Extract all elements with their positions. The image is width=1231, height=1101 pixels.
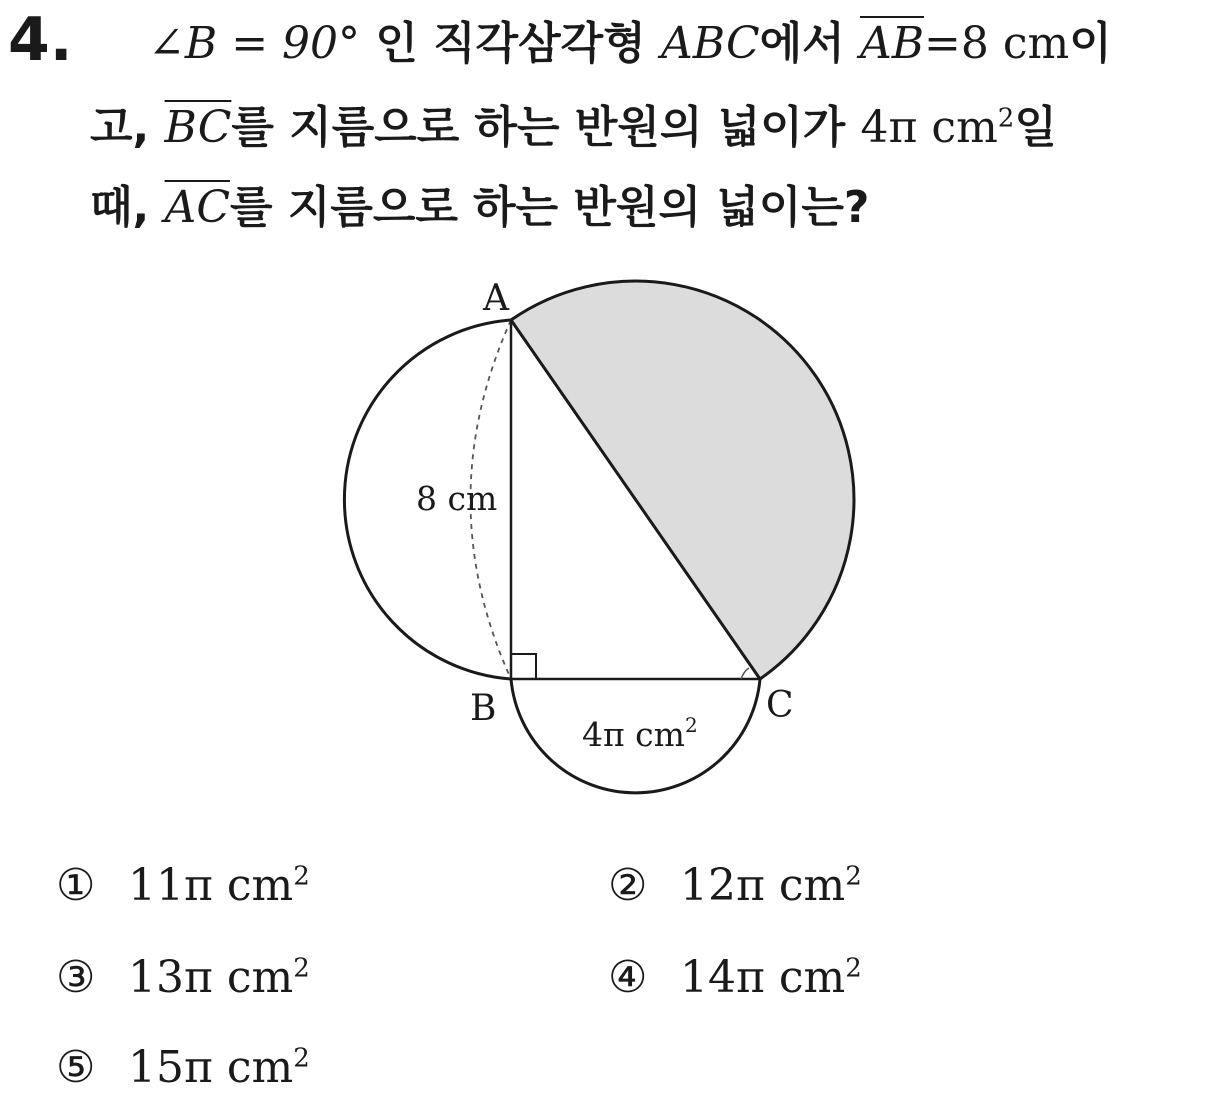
choice-value: 13π cm <box>128 952 294 1003</box>
choice-value: 11π cm <box>128 860 294 911</box>
choice-marker: ① <box>56 860 96 911</box>
choice-marker: ③ <box>56 952 96 1003</box>
question-text: 이 <box>1069 18 1112 69</box>
choice-value: 14π cm <box>680 952 846 1003</box>
question-text: 일 <box>1014 102 1057 153</box>
choice-marker: ② <box>608 860 648 911</box>
choice-4[interactable] <box>608 950 862 1006</box>
choice-value: 15π cm <box>128 1042 294 1093</box>
question-text: 고, <box>90 102 165 153</box>
question-text: 에서 <box>759 18 860 69</box>
segment-ab-length: =8 cm <box>924 18 1070 69</box>
problem-number: 4. <box>8 5 73 75</box>
choice-marker: ⑤ <box>56 1042 96 1093</box>
choice-exponent: 2 <box>293 1043 310 1074</box>
vertex-label-b: B <box>470 688 497 729</box>
question-text: 인 직각삼각형 <box>360 18 662 69</box>
semicircle-bc-area: 4π cm <box>860 102 998 153</box>
semicircle-ac <box>511 281 854 679</box>
segment-ab: $\overline{AB}$ <box>859 18 925 69</box>
question-text: 때, <box>90 182 165 233</box>
angle-marker-c <box>741 668 749 679</box>
choice-5[interactable] <box>56 1040 310 1096</box>
choice-exponent: 2 <box>293 861 310 892</box>
choice-2[interactable] <box>608 858 862 914</box>
vertex-label-c: C <box>766 685 794 726</box>
choice-exponent: 2 <box>845 861 862 892</box>
angle-condition: ∠B = 90° <box>148 18 361 69</box>
exponent: 2 <box>997 103 1015 134</box>
choice-marker: ④ <box>608 952 648 1003</box>
area-label-exponent: 2 <box>684 713 698 737</box>
segment-ac: $\overline{AC}$ <box>164 182 230 233</box>
question-text: 를 지름으로 하는 반원의 넓이는? <box>230 182 870 233</box>
area-label-bc <box>582 713 698 754</box>
choice-exponent: 2 <box>845 953 862 984</box>
length-label-ab: 8 cm <box>416 479 498 518</box>
triangle-name: ABC <box>661 18 760 69</box>
segment-bc: $\overline{BC}$ <box>164 102 232 153</box>
question-text: 를 지름으로 하는 반원의 넓이가 <box>231 102 861 153</box>
choice-3[interactable] <box>56 950 310 1006</box>
choice-value: 12π cm <box>680 860 846 911</box>
choice-exponent: 2 <box>293 953 310 984</box>
vertex-label-a: A <box>483 278 509 319</box>
choice-1[interactable] <box>56 858 310 914</box>
area-label-value: 4π cm <box>582 715 685 754</box>
right-angle-marker <box>511 654 536 679</box>
